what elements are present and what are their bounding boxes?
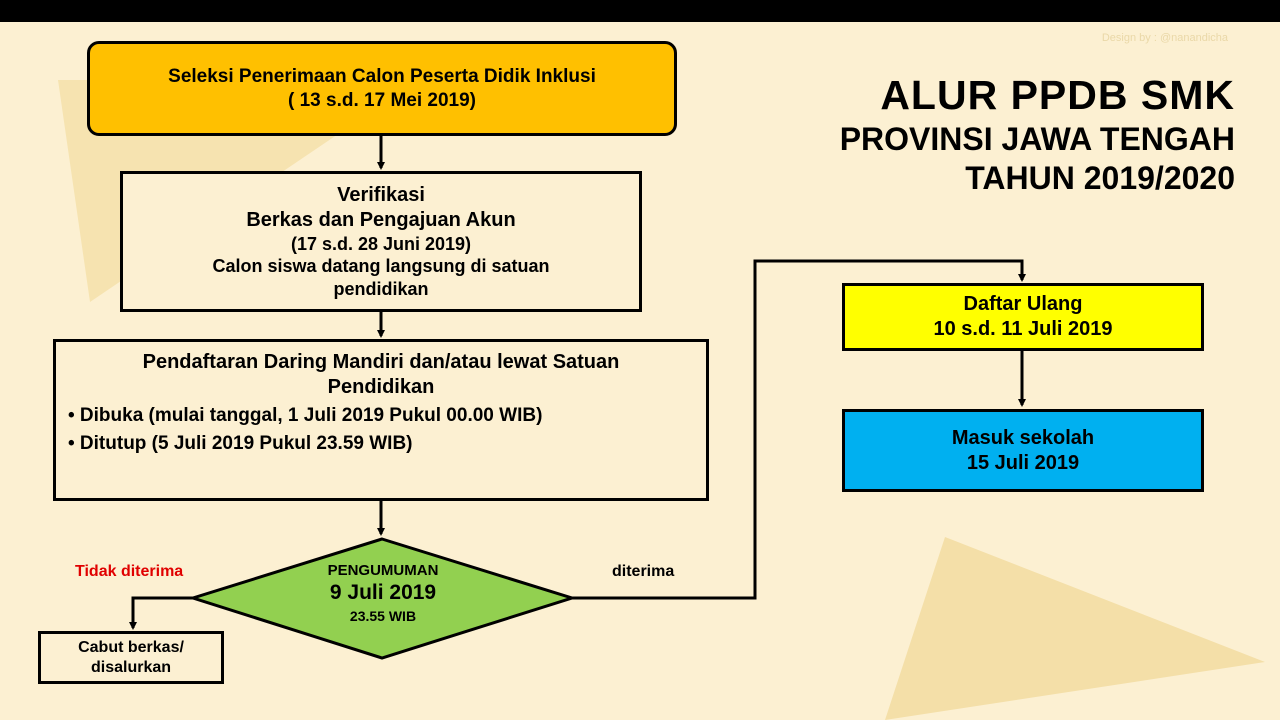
cabut-line-1: Cabut berkas/	[78, 638, 184, 656]
pengumuman-time: 23.55 WIB	[349, 608, 417, 624]
designer-credit: Design by : @nanandicha	[1101, 32, 1228, 44]
verifikasi-title: Verifikasi	[337, 183, 425, 206]
infographic-canvas	[0, 22, 1280, 720]
tidak-diterima-label: Tidak diterima	[75, 563, 184, 580]
pengumuman-text	[283, 562, 483, 624]
seleksi-box	[87, 41, 677, 136]
diterima-label: diterima	[612, 563, 675, 580]
pendaftaran-heading-1: Pendaftaran Daring Mandiri dan/atau lewat Satuan	[142, 351, 620, 373]
verifikasi-subtitle: Berkas dan Pengajuan Akun	[246, 208, 516, 231]
verifikasi-box	[120, 171, 642, 312]
verifikasi-date: (17 s.d. 28 Juni 2019)	[290, 233, 472, 254]
cabut-box	[38, 631, 224, 684]
arrow-to-cabut	[133, 598, 193, 628]
daftar-ulang-title: Daftar Ulang	[963, 293, 1083, 315]
pengumuman-label: PENGUMUMAN	[327, 562, 439, 579]
pendaftaran-bullet-2: • Ditutup (5 Juli 2019 Pukul 23.59 WIB)	[68, 432, 413, 454]
title-line-2: PROVINSI JAWA TENGAH	[839, 121, 1235, 157]
masuk-sekolah-title: Masuk sekolah	[951, 426, 1095, 449]
title-line-1: ALUR PPDB SMK	[880, 72, 1235, 118]
masuk-sekolah-box	[842, 409, 1204, 492]
verifikasi-note-1: Calon siswa datang langsung di satuan	[212, 256, 550, 277]
masuk-sekolah-date: 15 Juli 2019	[966, 451, 1080, 474]
seleksi-title: Seleksi Penerimaan Calon Peserta Didik Inklusi	[168, 65, 596, 87]
verifikasi-note-2: pendidikan	[333, 278, 429, 299]
pendaftaran-bullet-1: • Dibuka (mulai tanggal, 1 Juli 2019 Pukul 00.00 WIB)	[68, 405, 543, 426]
daftar-ulang-date: 10 s.d. 11 Juli 2019	[933, 318, 1113, 340]
cabut-line-2: disalurkan	[90, 658, 172, 676]
daftar-ulang-box	[842, 283, 1204, 351]
title-line-3: TAHUN 2019/2020	[965, 160, 1235, 196]
pengumuman-date: 9 Juli 2019	[329, 581, 437, 604]
seleksi-date: ( 13 s.d. 17 Mei 2019)	[288, 89, 476, 111]
pendaftaran-heading-2: Pendidikan	[327, 376, 435, 398]
pendaftaran-box	[53, 339, 709, 501]
